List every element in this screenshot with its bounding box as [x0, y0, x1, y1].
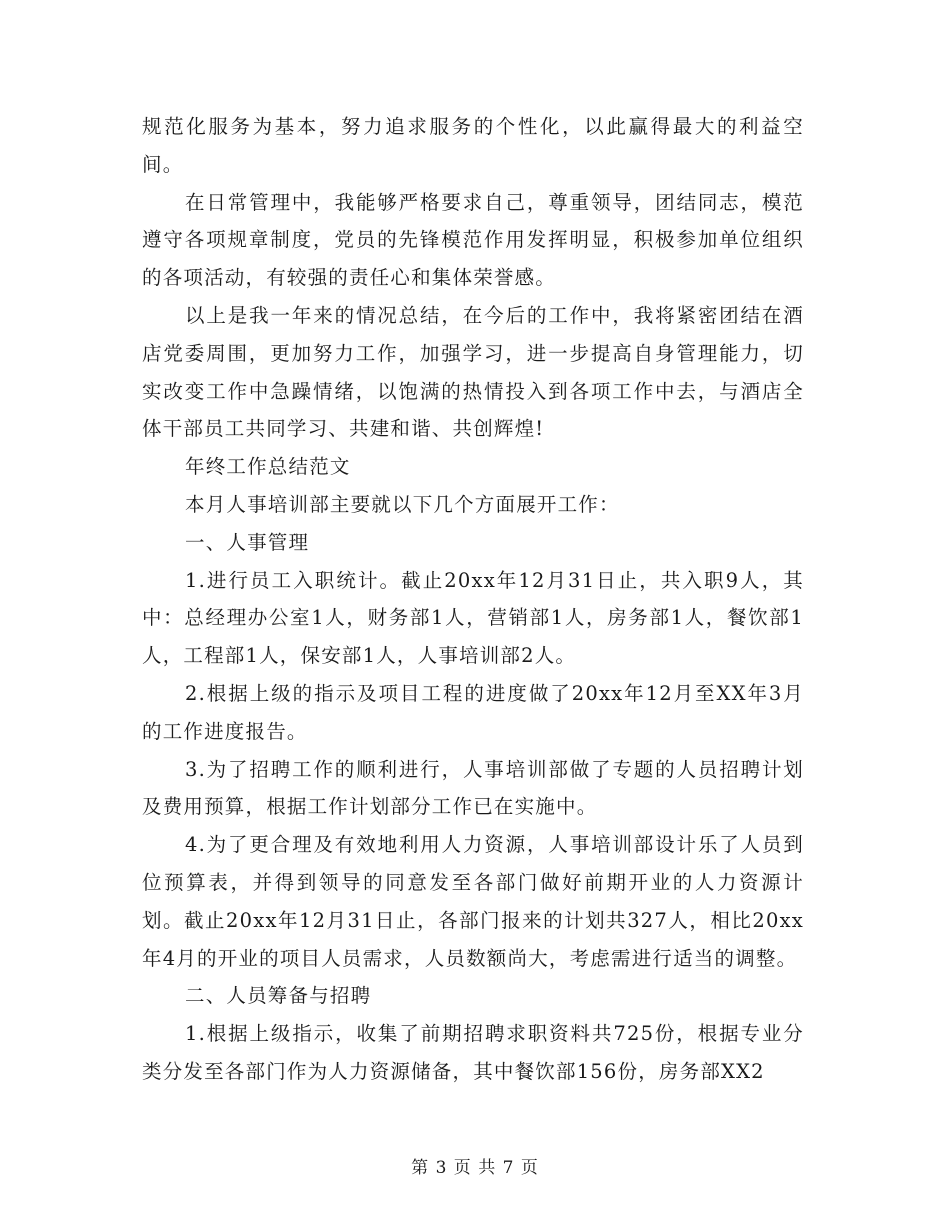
paragraph-daily-management: 在日常管理中，我能够严格要求自己，尊重领导，团结同志，模范遵守各项规章制度，党员的先锋模范作用发挥明显，积极参加单位组织的各项活动，有较强的责任心和集体荣誉感。 — [142, 190, 804, 290]
section-heading-hr-management: 一、人事管理 — [185, 530, 310, 554]
list-item-2: 2.根据上级的指示及项目工程的进度做了20xx年12月至XX年3月的工作进度报告。 — [142, 681, 804, 743]
list-item-3: 3.为了招聘工作的顺利进行，人事培训部做了专题的人员招聘计划及费用预算，根据工作计划部分工作已在实施中。 — [142, 757, 804, 819]
list-item-1: 1.进行员工入职统计。截止20xx年12月31日止，共入职9人，其中：总经理办公室1人，财务部1人，营销部1人，房务部1人，餐饮部1人，工程部1人，保安部1人，人事培训部2人。 — [142, 568, 804, 668]
paragraph-year-summary: 以上是我一年来的情况总结，在今后的工作中，我将紧密团结在酒店党委周围，更加努力工作，加强学习，进一步提高自身管理能力，切实改变工作中急躁情绪，以饱满的热情投入到各项工作中去，与酒店全体干部员工共同学习、共建和谐、共创辉煌! — [142, 303, 804, 441]
paragraph-intro: 本月人事培训部主要就以下几个方面展开工作： — [185, 492, 620, 516]
list-item-recruitment-1: 1.根据上级指示，收集了前期招聘求职资料共725份，根据专业分类分发至各部门作为人力资源储备，其中餐饮部156份，房务部XX2 — [142, 1022, 804, 1083]
section-heading-recruitment: 二、人员筹备与招聘 — [185, 984, 372, 1008]
page-number-footer: 第 3 页 共 7 页 — [411, 1158, 539, 1178]
document-body — [142, 108, 804, 1091]
paragraph-continuation: 规范化服务为基本，努力追求服务的个性化，以此赢得最大的利益空间。 — [142, 115, 804, 176]
list-item-4: 4.为了更合理及有效地利用人力资源，人事培训部设计乐了人员到位预算表，并得到领导的同意发至各部门做好前期开业的人力资源计划。截止20xx年12月31日止，各部门报来的计划共327人，相比20xx年4月的开业的项目人员需求，人员数额尚大，考虑需进行适当的调整。 — [142, 833, 804, 970]
section-heading-sample: 年终工作总结范文 — [185, 455, 351, 479]
